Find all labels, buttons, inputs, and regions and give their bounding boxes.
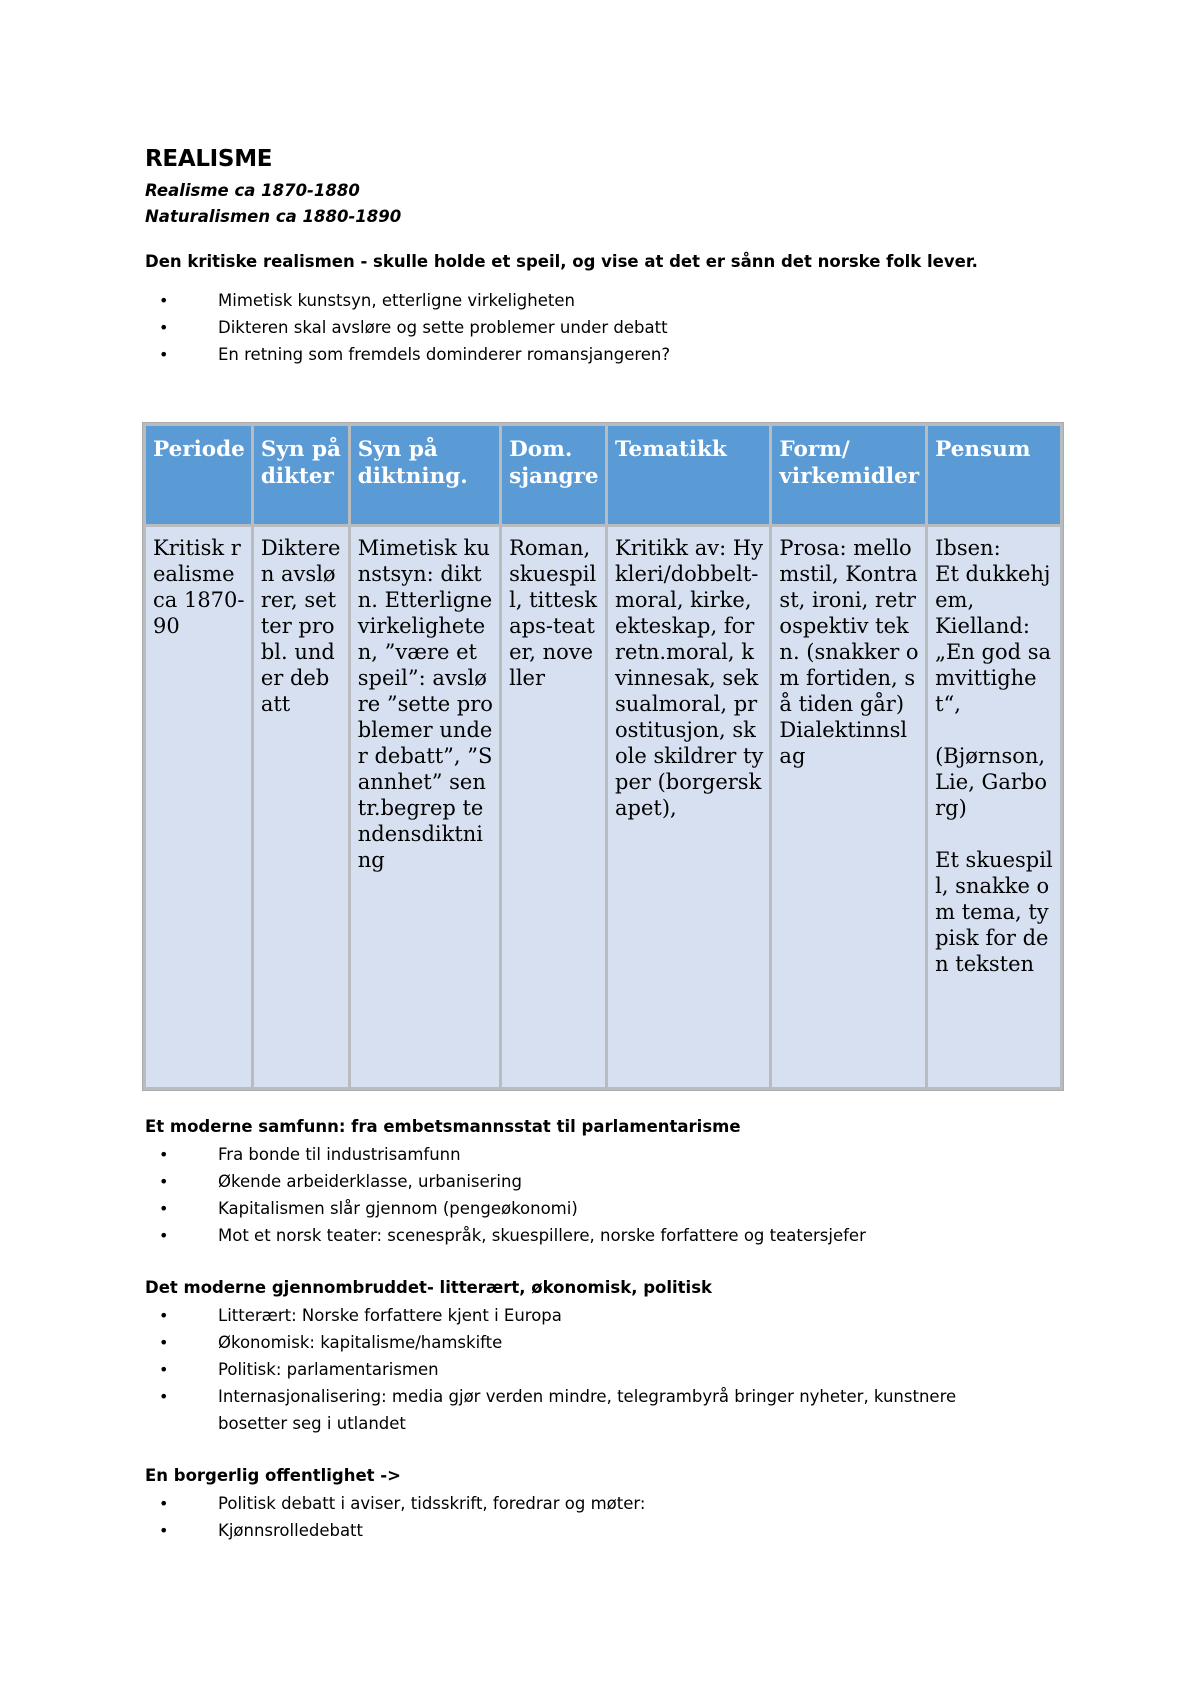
bullet-icon: • (159, 1387, 169, 1406)
section-heading: En borgerlig offentlighet -> (145, 1466, 401, 1485)
lower-sections (145, 1106, 1065, 1544)
cell-syn-pa-diktning: Mimetisk kunstsyn: diktn. Etterligne virkeligheten, ”være et speil”: avsløre ”sette problemer under debatt”, ”Sannhet” sentr.begrep tendensdiktning (351, 527, 499, 1087)
bullet-icon: • (159, 1145, 169, 1164)
section-bullet-list (145, 1302, 1065, 1437)
bullet-icon: • (159, 1333, 169, 1352)
intro-bullet-list (145, 287, 1065, 368)
list-item: • Mimetisk kunstsyn, etterligne virkeligheten (145, 287, 1065, 314)
bullet-icon: • (159, 1521, 169, 1540)
list-item: • Fra bonde til industrisamfunn (145, 1141, 1065, 1168)
header-dom-sjangre: Dom. sjangre (502, 426, 605, 524)
bullet-icon: • (159, 318, 169, 337)
list-item: • Litterært: Norske forfattere kjent i Europa (145, 1302, 1065, 1329)
cell-syn-pa-dikter: Dikteren avslører, setter probl. under debatt (254, 527, 348, 1087)
bullet-icon: • (159, 1226, 169, 1245)
list-item: • Politisk debatt i aviser, tidsskrift, foredrar og møter: (145, 1490, 1065, 1517)
bullet-icon: • (159, 1199, 169, 1218)
section-heading: Et moderne samfunn: fra embetsmannsstat til parlamentarisme (145, 1117, 741, 1136)
lead-paragraph: Den kritiske realismen - skulle holde et speil, og vise at det er sånn det norske folk lever. (145, 252, 978, 271)
bullet-icon: • (159, 1306, 169, 1325)
header-pensum: Pensum (928, 426, 1060, 524)
header-form-virkemidler: Form/ virkemidler (772, 426, 925, 524)
list-item: • Økonomisk: kapitalisme/hamskifte (145, 1329, 1065, 1356)
bullet-icon: • (159, 1494, 169, 1513)
table-row (146, 527, 1060, 1087)
section-heading: Det moderne gjennombruddet- litterært, økonomisk, politisk (145, 1278, 713, 1297)
bullet-icon: • (159, 345, 169, 364)
cell-form-virkemidler: Prosa: mellomstil, Kontrast, ironi, retrospektiv tekn. (snakker om fortiden, så tiden går) Dialektinnslag (772, 527, 925, 1087)
header-syn-pa-dikter: Syn på dikter (254, 426, 348, 524)
list-item: • Mot et norsk teater: scenespråk, skuespillere, norske forfattere og teatersjefer (145, 1222, 1065, 1249)
list-item: • Økende arbeiderklasse, urbanisering (145, 1168, 1065, 1195)
list-item: • Politisk: parlamentarismen (145, 1356, 1065, 1383)
bullet-icon: • (159, 1360, 169, 1379)
header-tematikk: Tematikk (608, 426, 769, 524)
table-header-row (146, 426, 1060, 524)
bullet-icon: • (159, 1172, 169, 1191)
cell-pensum: Ibsen: Et dukkehjem, Kielland: „En god samvittighet“, (Bjørnson, Lie, Garborg) Et skuespill, snakke om tema, typisk for den teksten (928, 527, 1060, 1087)
list-item: • Kapitalismen slår gjennom (pengeøkonomi) (145, 1195, 1065, 1222)
subtitle-naturalism-period: Naturalismen ca 1880-1890 (145, 207, 402, 226)
cell-dom-sjangre: Roman, skuespill, titteskaps-teater, noveller (502, 527, 605, 1087)
cell-tematikk: Kritikk av: Hykleri/dobbelt-moral, kirke, ekteskap, forretn.moral, kvinnesak, seksualmoral, prostitusjon, skole skildrer typer (borgerskapet), (608, 527, 769, 1087)
page-title: REALISME (145, 146, 273, 172)
document-page (145, 146, 1065, 368)
subtitle-realism-period: Realisme ca 1870-1880 (145, 181, 360, 200)
list-item: • En retning som fremdels dominderer romansjangeren? (145, 341, 1065, 368)
header-periode: Periode (146, 426, 251, 524)
list-item: • Kjønnsrolledebatt (145, 1517, 1065, 1544)
bullet-icon: • (159, 291, 169, 310)
section-bullet-list (145, 1490, 1065, 1544)
cell-periode: Kritisk realisme ca 1870-90 (146, 527, 251, 1087)
list-item: • Dikteren skal avsløre og sette problemer under debatt (145, 314, 1065, 341)
realism-overview-table (142, 422, 1064, 1091)
list-item: • Internasjonalisering: media gjør verden mindre, telegrambyrå bringer nyheter, kunstnere bosetter seg i utlandet (145, 1383, 1065, 1437)
header-syn-pa-diktning: Syn på diktning. (351, 426, 499, 524)
section-bullet-list (145, 1141, 1065, 1249)
